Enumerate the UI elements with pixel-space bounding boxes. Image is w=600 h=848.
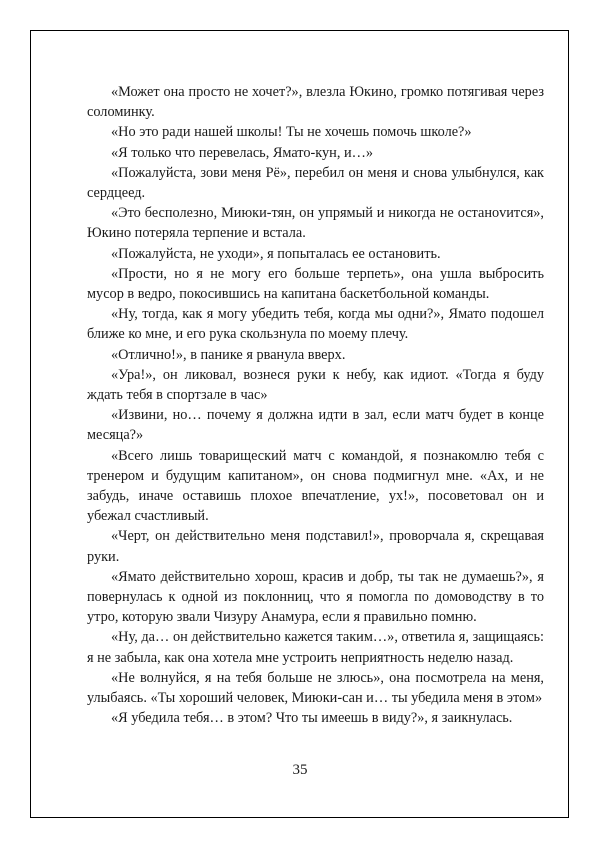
paragraph: «Но это ради нашей школы! Ты не хочешь помочь школе?» xyxy=(111,124,472,141)
paragraph: «Не волнуйся, я на тебя больше не злюсь», она посмотрела на меня, улыбаясь. «Ты хороший человек, Миюки-сан и… ты убедила меня в этом» xyxy=(87,669,544,707)
paragraph: «Это бесполезно, Миюки-тян, он упрямый и никогда не останоvится», Юкино потеряла терпение и встала. xyxy=(87,205,544,242)
paragraph: «Ну, да… он действительно кажется таким…», ответила я, защищаясь: я не забыла, как она хотела мне устроить неприятность неделю назад. xyxy=(87,629,544,666)
body-text xyxy=(87,82,544,729)
paragraph: «Пожалуйста, не уходи», я попыталась ее остановить. xyxy=(111,245,441,262)
paragraph: «Пожалуйста, зови меня Рё», перебил он меня и снова улыбнулся, как сердцеед. xyxy=(87,164,544,202)
paragraph: «Ямато действительно хорош, красив и добр, ты так не думаешь?», я повернулась к одной из поклонниц, что я помогла по домоводству в то утро, которую звали Чизуру Анамура, если я правильно помню. xyxy=(87,568,544,626)
paragraph: «Отлично!», в панике я рванула вверх. xyxy=(111,346,346,363)
paragraph: «Всего лишь товарищеский матч с командой, я познакомлю тебя с тренером и будущим капитаном», он снова подмигнул мне. «Ах, и не забудь, иначе оставишь плохое впечатление, ух!», посоветовал он и убежал счастливый. xyxy=(87,447,544,525)
page-number: 35 xyxy=(292,762,308,778)
paragraph: «Прости, но я не могу его больше терпеть», она ушла выбросить мусор в ведро, покосившись на капитана баскетбольной команды. xyxy=(87,265,544,303)
paragraph: «Я убедила тебя… в этом? Что ты имеешь в виду?», я заикнулась. xyxy=(111,710,513,727)
paragraph: «Ну, тогда, как я могу убедить тебя, когда мы одни?», Ямато подошел ближе ко мне, и его рука скользнула по моему плечу. xyxy=(87,306,544,343)
paragraph: «Может она просто не хочет?», влезла Юкино, громко потягивая через соломинку. xyxy=(87,84,544,121)
paragraph: «Черт, он действительно меня подставил!», проворчала я, скрещавая руки. xyxy=(87,528,544,565)
paragraph: «Я только что перевелась, Ямато-кун, и…» xyxy=(111,144,374,161)
paragraph: «Извини, но… почему я должна идти в зал, если матч будет в конце месяца?» xyxy=(87,407,544,444)
paragraph: «Ура!», он ликовал, вознеся руки к небу, как идиот. «Тогда я буду ждать тебя в спортзале в час» xyxy=(87,366,544,404)
